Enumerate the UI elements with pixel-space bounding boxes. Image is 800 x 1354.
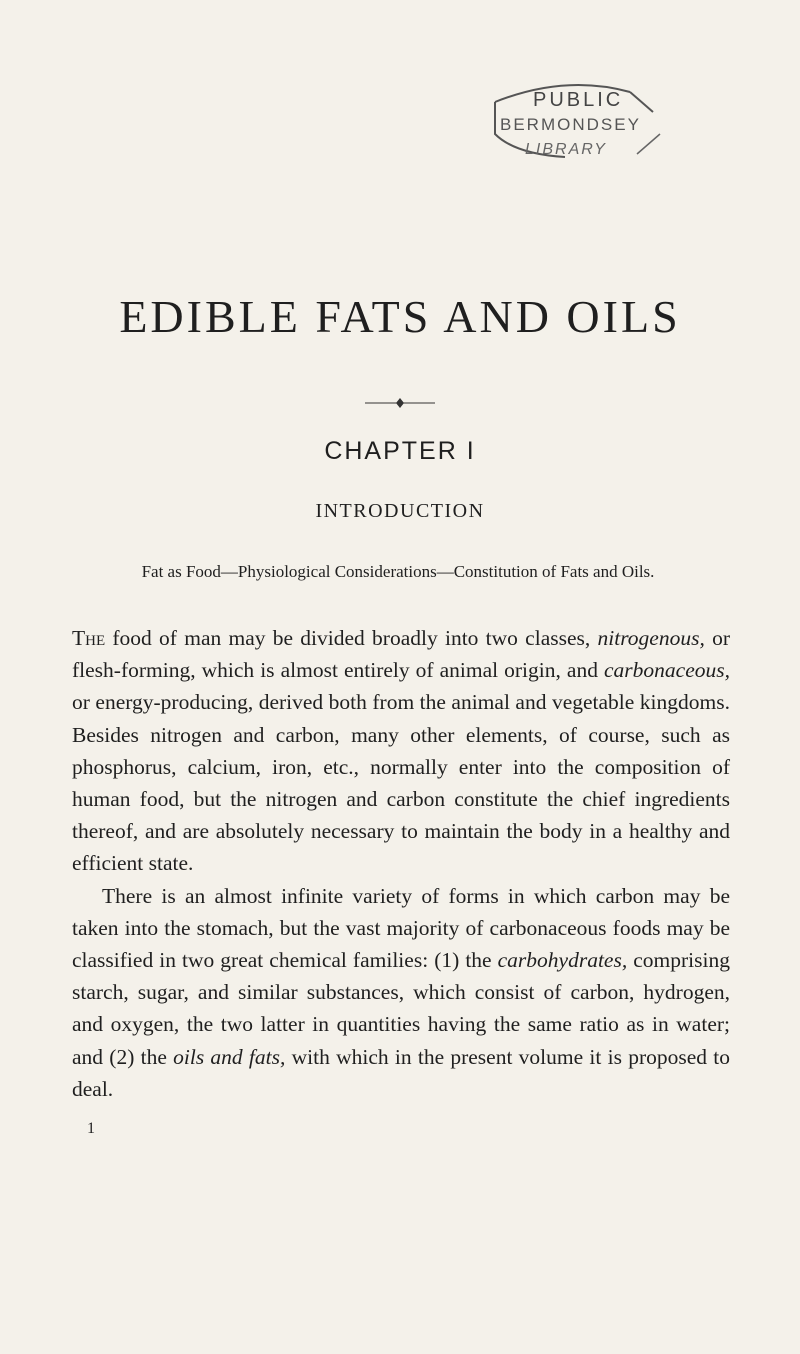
- paragraph-1-text-c: or energy-producing, derived both from the animal and vegetable kingdoms. Besides nitrogen and carbon, many other elements, of course, such as phosphorus, calcium, iron, etc., normally enter into the composition of human food, but the nitrogen and carbon constitute the chief ingredients thereof, and are absolutely necessary to maintain the body in a healthy and efficient state.: [72, 690, 730, 876]
- term-nitrogenous: nitrogenous,: [597, 626, 705, 650]
- page-number: 1: [87, 1120, 95, 1137]
- paragraph-2: [72, 880, 730, 1105]
- stamp-line-3: LIBRARY: [525, 141, 607, 158]
- paragraph-2-text-c: with which in the present volume it is proposed to deal.: [72, 1044, 730, 1101]
- section-title: INTRODUCTION: [315, 500, 485, 522]
- paragraph-1: [72, 622, 730, 880]
- paragraph-1-text-a: food of man may be divided broadly into two classes,: [105, 626, 598, 650]
- stamp-line-2: BERMONDSEY: [500, 115, 641, 134]
- library-stamp: [455, 62, 735, 182]
- term-carbohydrates: carbohydrates,: [497, 948, 628, 973]
- library-stamp-graphic: [455, 62, 735, 182]
- paragraph-2-text-a: There is an almost infinite variety of forms in which carbon may be taken into the stomach, but the vast majority of carbonaceous foods may be classified in two great chemical families: (1) the: [72, 883, 730, 973]
- body-text: [72, 622, 730, 1105]
- paragraph-1-text-b: or flesh-forming, which is almost entirely of animal origin, and: [72, 626, 730, 683]
- book-title: EDIBLE FATS AND OILS: [119, 291, 681, 342]
- chapter-summary: Fat as Food—Physiological Considerations—Constitution of Fats and Oils.: [141, 562, 655, 581]
- paragraph-2-text-b: comprising starch, sugar, and similar substances, which consist of carbon, hydrogen, and oxygen, the two latter in quantities having the same ratio as in water; and (2) the: [72, 948, 730, 1069]
- paragraph-1-lead: The: [72, 626, 106, 650]
- chapter-heading: CHAPTER I: [324, 437, 476, 465]
- divider-ornament: [365, 397, 435, 409]
- term-oils-and-fats: oils and fats,: [173, 1044, 286, 1069]
- term-carbonaceous: carbonaceous,: [604, 658, 730, 683]
- stamp-line-1: PUBLIC: [533, 89, 624, 111]
